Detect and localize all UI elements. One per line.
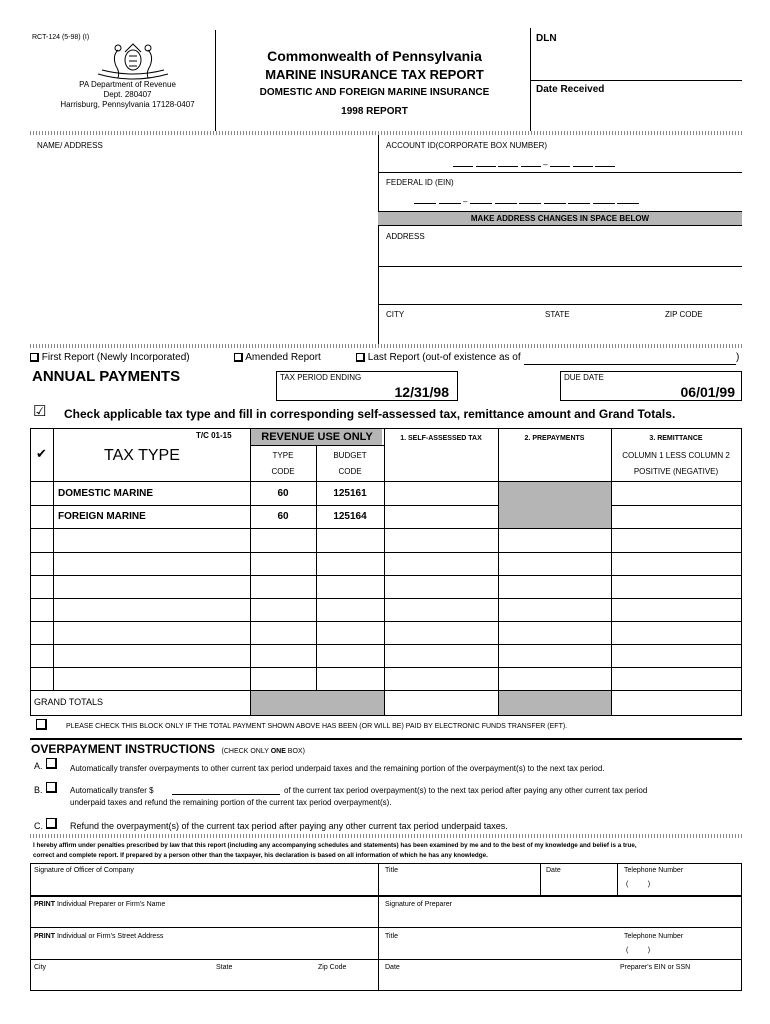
amended-report-checkbox[interactable] [234, 353, 243, 362]
officer-telephone-label: Telephone Number [624, 867, 684, 874]
last-report-label: Last Report (out-of existence as of [367, 352, 521, 363]
domestic-checkbox[interactable] [31, 482, 53, 505]
option-b-text-line2: underpaid taxes and refund the remaining portion of the current tax period overpayment(s). [70, 798, 392, 807]
federal-id-field[interactable]: – [414, 196, 639, 206]
officer-title-label: Title [385, 867, 398, 874]
dept-number: Dept. 280407 [103, 90, 152, 99]
name-address-field[interactable] [30, 135, 378, 345]
form-id: RCT-124 (5-98) (I) [32, 34, 90, 41]
option-c-label: C. [34, 821, 43, 831]
overpayment-sub-bold: ONE [270, 748, 286, 755]
affirmation-line1: I hereby affirm under penalties prescribed by law that this report (including any accompanying schedules and statements) has been examined by me and to the best of my knowledge and belief is a true, [33, 842, 637, 849]
grand-total-remittance-field[interactable] [612, 691, 741, 715]
preparer-ein-label: Preparer's EIN or SSN [620, 964, 691, 971]
tc-label: T/C 01-15 [196, 431, 232, 440]
tax-type-header: TAX TYPE [104, 447, 180, 464]
option-b-checkbox[interactable] [46, 782, 57, 793]
account-id-field[interactable]: – [453, 159, 615, 169]
preparer-city-state-zip-field[interactable] [31, 972, 377, 990]
officer-title-field[interactable] [379, 876, 539, 895]
address-label: ADDRESS [386, 232, 425, 241]
foreign-type-code: 60 [277, 511, 289, 522]
foreign-self-assessed-field[interactable] [385, 506, 498, 528]
foreign-marine-label: FOREIGN MARINE [58, 511, 146, 522]
preparer-name-label: Individual Preparer or Firm's Name [55, 901, 166, 908]
due-date-box [560, 371, 742, 401]
state-label: STATE [545, 310, 570, 319]
due-date-label: DUE DATE [564, 373, 604, 382]
dept-address: Harrisburg, Pennsylvania 17128-0407 [60, 100, 195, 109]
domestic-self-assessed-field[interactable] [385, 482, 498, 505]
last-report-checkbox[interactable] [356, 353, 365, 362]
first-report-checkbox[interactable] [30, 353, 39, 362]
remittance-header: 3. REMITTANCE [649, 435, 703, 442]
preparer-signature-label: Signature of Preparer [385, 901, 452, 908]
grand-totals-label: GRAND TOTALS [34, 697, 104, 707]
tax-period-label: TAX PERIOD ENDING [280, 373, 362, 382]
revenue-use-only: REVENUE USE ONLY [261, 431, 373, 443]
print-label-2: PRINT [34, 933, 55, 940]
annual-payments-heading: ANNUAL PAYMENTS [32, 368, 181, 385]
option-c-checkbox[interactable] [46, 818, 57, 829]
amended-report-label: Amended Report [245, 352, 321, 363]
option-a-checkbox[interactable] [46, 758, 57, 769]
eft-checkbox[interactable] [36, 719, 47, 730]
preparer-title-field[interactable] [379, 942, 619, 959]
tax-period-box [276, 371, 458, 401]
preparer-date-label: Date [385, 964, 400, 971]
domestic-budget-code: 125161 [333, 488, 367, 499]
due-date-value: 06/01/99 [680, 384, 735, 400]
overpayment-sub-pre: (CHECK ONLY [221, 748, 271, 755]
first-report-label: First Report (Newly Incorporated) [41, 352, 190, 363]
date-received-label: Date Received [536, 84, 605, 95]
option-a-text: Automatically transfer overpayments to other current tax period underpaid taxes and the remaining portion of the overpayment(s) to the next tax period. [70, 764, 605, 773]
option-a-label: A. [34, 761, 43, 771]
foreign-budget-code: 125164 [333, 511, 367, 522]
state-field[interactable] [542, 306, 652, 344]
city-label: CITY [386, 310, 405, 319]
budget-code-header: CODE [338, 467, 362, 476]
eft-text: PLEASE CHECK THIS BLOCK ONLY IF THE TOTAL PAYMENT SHOWN ABOVE HAS BEEN (OR WILL BE) PAID BY ELECTRONIC FUNDS TRANSFER (EFT). [66, 723, 568, 730]
zip-label: ZIP CODE [665, 310, 703, 319]
zip-label-2: Zip Code [318, 964, 347, 971]
check-column-icon: ✔ [36, 446, 47, 461]
type-code-header: CODE [271, 467, 295, 476]
option-b-label: B. [34, 785, 43, 795]
domestic-type-code: 60 [277, 488, 289, 499]
street-address-label: Individual or Firm's Street Address [55, 933, 164, 940]
zip-field[interactable] [655, 306, 741, 344]
option-b-text-pre: Automatically transfer $ [70, 786, 154, 795]
option-c-text: Refund the overpayment(s) of the current tax period after paying any other current tax period underpaid taxes. [70, 821, 508, 831]
address-line2-field[interactable] [380, 268, 740, 304]
account-id-label: ACCOUNT ID(CORPORATE BOX NUMBER) [386, 141, 548, 150]
transfer-amount-field[interactable] [172, 794, 280, 795]
preparer-ein-field[interactable] [612, 972, 740, 990]
last-report-close: ) [736, 352, 740, 363]
officer-date-field[interactable] [541, 876, 616, 895]
federal-id-label: FEDERAL ID (EIN) [386, 178, 454, 187]
street-address-field[interactable] [31, 942, 377, 959]
overpayment-sub-post: BOX) [285, 748, 305, 755]
preparer-name-field[interactable] [31, 910, 377, 927]
affirmation-line2: correct and complete report. If prepared by a person other than the taxpayer, his declaration is based on all information of which he has any knowledge. [33, 852, 488, 859]
form-year: 1998 REPORT [341, 106, 408, 117]
preparer-telephone-field[interactable]: ( ) [626, 947, 651, 954]
budget-header: BUDGET [333, 451, 367, 460]
officer-signature-field[interactable] [31, 876, 377, 895]
dept-name: PA Department of Revenue [79, 80, 176, 89]
self-assessed-header: 1. SELF-ASSESSED TAX [400, 435, 482, 442]
preparer-signature-field[interactable] [379, 910, 740, 927]
overpayment-heading: OVERPAYMENT INSTRUCTIONS [31, 742, 216, 756]
domestic-marine-label: DOMESTIC MARINE [58, 488, 153, 499]
officer-signature-label: Signature of Officer of Company [34, 867, 134, 874]
address-field[interactable] [380, 228, 740, 266]
officer-telephone-field[interactable]: ( ) [626, 881, 651, 888]
form-title-main: MARINE INSURANCE TAX REPORT [265, 67, 484, 82]
form-title-sub: DOMESTIC AND FOREIGN MARINE INSURANCE [259, 87, 490, 98]
preparer-date-field[interactable] [379, 972, 609, 990]
prepayments-header: 2. PREPAYMENTS [524, 435, 585, 442]
type-header: TYPE [272, 451, 294, 460]
last-report-date-field[interactable] [524, 364, 736, 365]
city-label-2: City [34, 964, 47, 971]
preparer-telephone-label: Telephone Number [624, 933, 684, 940]
grand-total-self-assessed-field[interactable] [385, 691, 498, 715]
domestic-remittance-field[interactable] [612, 482, 741, 505]
address-change-banner: MAKE ADDRESS CHANGES IN SPACE BELOW [470, 214, 650, 223]
checked-box-icon: ☑ [33, 403, 47, 420]
foreign-remittance-field[interactable] [612, 506, 741, 528]
preparer-title-label: Title [385, 933, 398, 940]
tax-type-instruction: Check applicable tax type and fill in corresponding self-assessed tax, remittance amount and Grand Totals. [64, 407, 676, 421]
state-label-2: State [216, 964, 233, 971]
name-address-label: NAME/ ADDRESS [37, 141, 103, 150]
foreign-checkbox[interactable] [31, 506, 53, 528]
form-title-commonwealth: Commonwealth of Pennsylvania [267, 48, 482, 64]
remittance-sub2: POSITIVE (NEGATIVE) [633, 467, 719, 476]
pennsylvania-seal-icon [88, 36, 178, 80]
city-field[interactable] [380, 306, 540, 344]
officer-date-label: Date [546, 867, 561, 874]
option-b-text-post: of the current tax period overpayment(s) to the next tax period after paying any other current tax period [284, 786, 648, 795]
dln-label: DLN [536, 33, 557, 44]
remittance-sub1: COLUMN 1 LESS COLUMN 2 [622, 451, 730, 460]
tax-period-value: 12/31/98 [394, 384, 449, 400]
print-label: PRINT [34, 901, 55, 908]
